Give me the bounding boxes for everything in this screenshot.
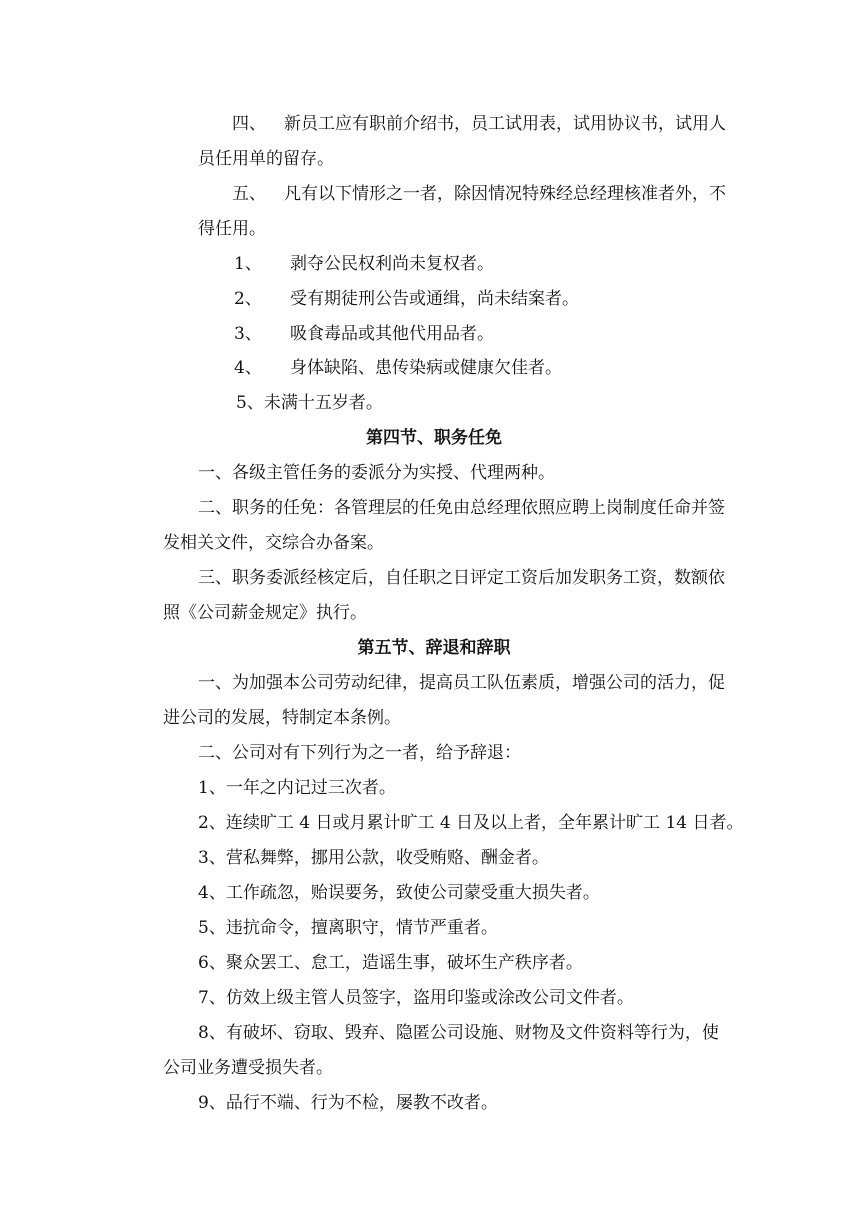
condition-3: 3、 吸食毒品或其他代用品者。 [234,324,494,344]
dismissal-item-8-line-2: 公司业务遭受损失者。 [163,1058,333,1078]
section-4-para-3-line-1: 三、职务委派经核定后，自任职之日评定工资后加发职务工资，数额依 [198,568,725,588]
item-4-line-1: 四、 新员工应有职前介绍书，员工试用表，试用协议书，试用人 [232,114,726,134]
section-5-para-2: 二、公司对有下列行为之一者，给予辞退： [198,743,521,763]
section-4-para-2-line-1: 二、职务的任免：各管理层的任免由总经理依照应聘上岗制度任命并签 [198,498,725,518]
section-4-heading: 第四节、职务任免 [366,428,502,448]
condition-1: 1、 剥夺公民权利尚未复权者。 [234,254,494,274]
section-4-para-2-line-2: 发相关文件，交综合办备案。 [163,533,384,553]
section-5-heading: 第五节、辞退和辞职 [357,638,511,658]
dismissal-item-5: 5、违抗命令，擅离职守，情节严重者。 [198,918,498,938]
dismissal-item-2: 2、连续旷工 4 日或月累计旷工 4 日及以上者，全年累计旷工 14 日者。 [198,813,744,833]
condition-5: 5、未满十五岁者。 [236,393,383,413]
item-4-line-2: 员任用单的留存。 [198,149,334,169]
item-5-number: 五、 [232,184,266,204]
section-5-para-1-line-1: 一、为加强本公司劳动纪律，提高员工队伍素质，增强公司的活力，促 [198,673,725,693]
section-4-para-1: 一、各级主管任务的委派分为实授、代理两种。 [198,463,555,483]
item-5-line-2: 得任用。 [198,219,266,239]
section-4-para-3-line-2: 照《公司薪金规定》执行。 [163,603,367,623]
dismissal-item-4: 4、工作疏忽，贻误要务，致使公司蒙受重大损失者。 [198,883,600,903]
dismissal-item-7: 7、仿效上级主管人员签字，盗用印鉴或涂改公司文件者。 [198,988,634,1008]
section-5-para-1-line-2: 进公司的发展，特制定本条例。 [163,708,401,728]
condition-4: 4、 身体缺陷、患传染病或健康欠佳者。 [234,358,562,378]
condition-2: 2、 受有期徒刑公告或通缉，尚未结案者。 [234,289,579,309]
dismissal-item-8-line-1: 8、有破坏、窃取、毁弃、隐匿公司设施、财物及文件资料等行为，使 [198,1023,719,1043]
dismissal-item-1: 1、一年之内记过三次者。 [198,778,396,798]
dismissal-item-3: 3、营私舞弊，挪用公款，收受贿赂、酬金者。 [198,848,549,868]
dismissal-item-6: 6、聚众罢工、怠工，造谣生事，破坏生产秩序者。 [198,953,583,973]
item-4-number: 四、 [232,114,266,134]
dismissal-item-9: 9、品行不端、行为不检，屡教不改者。 [198,1093,498,1113]
item-5-line-1: 五、 凡有以下情形之一者，除因情况特殊经总经理核准者外，不 [232,184,726,204]
